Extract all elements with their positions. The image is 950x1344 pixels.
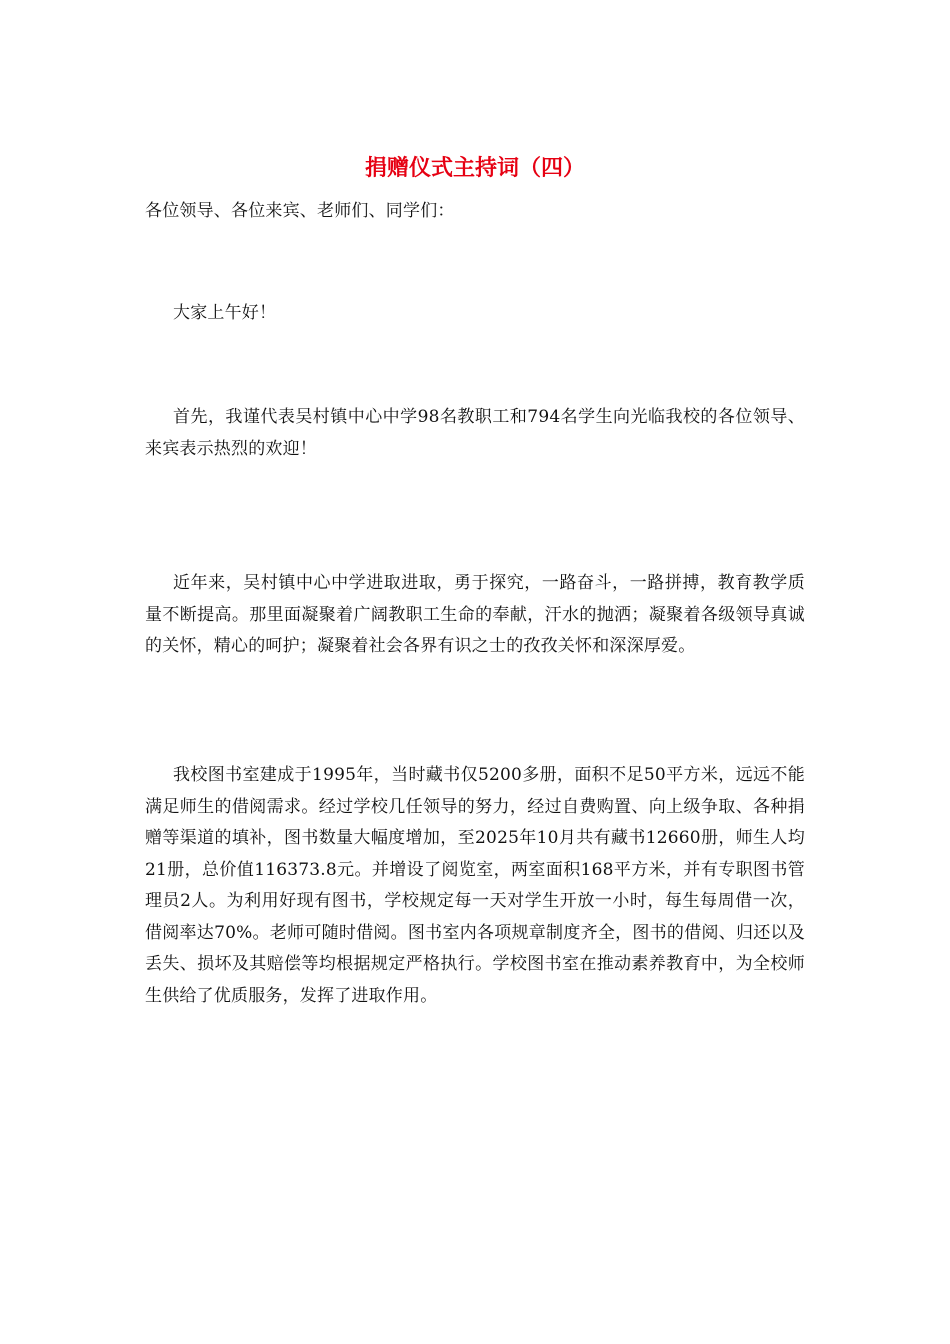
hello-paragraph: 大家上午好！ [173,303,277,323]
library-paragraph: 我校图书室建成于1995年，当时藏书仅5200多册，面积不足50平方米，远远不能满足师生的借阅需求。经过学校几任领导的努力，经过自费购置、向上级争取、各种捐赠等渠道的填补，图书数量大幅度增加，至2025年10月共有藏书12660册，师生人均21册，总价值116373.8元。并增设了阅览室，两室面积168平方米，并有专职图书管理员2人。为利用好现有图书，学校规定每一天对学生开放一小时，每生每周借一次，借阅率达70%。老师可随时借阅。图书室内各项规章制度齐全，图书的借阅、归还以及丢失、损坏及其赔偿等均根据规定严格执行。学校图书室在推动素养教育中，为全校师生供给了优质服务，发挥了进取作用。 [145,765,805,1006]
progress-paragraph: 近年来，吴村镇中心中学进取进取，勇于探究，一路奋斗，一路拼搏，教育教学质量不断提高。那里面凝聚着广阔教职工生命的奉献，汗水的抛洒；凝聚着各级领导真诚的关怀，精心的呵护；凝聚着社会各界有识之士的孜孜关怀和深深厚爱。 [145,573,805,656]
document-title: 捐赠仪式主持词（四） [364,155,585,181]
greeting-paragraph: 各位领导、各位来宾、老师们、同学们： [145,201,455,221]
welcome-paragraph: 首先，我谨代表吴村镇中心中学98名教职工和794名学生向光临我校的各位领导、来宾表示热烈的欢迎！ [145,407,805,459]
